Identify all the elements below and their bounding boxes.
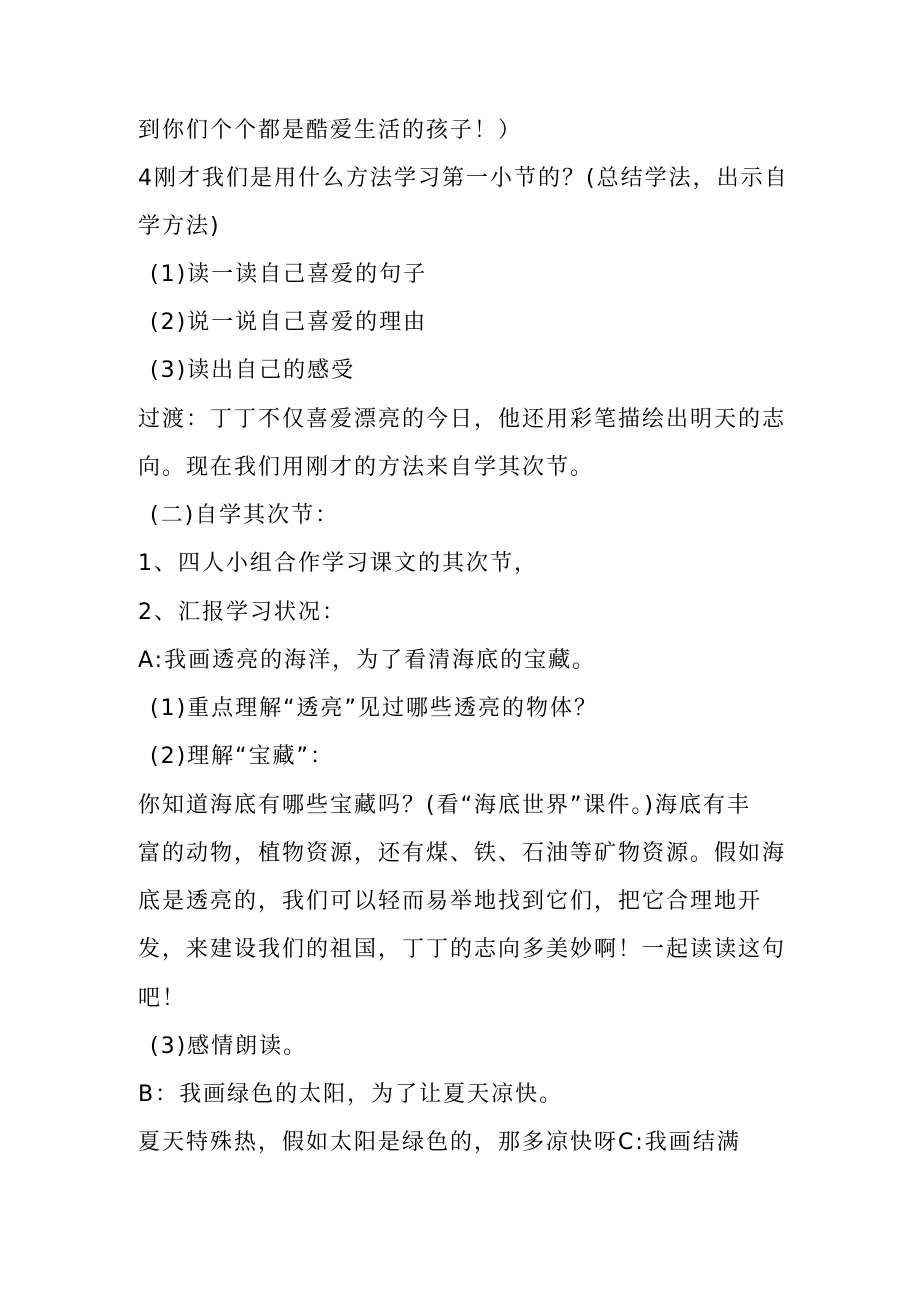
text-line: 夏天特殊热，假如太阳是绿色的，那多凉快呀C:我画结满 xyxy=(138,1130,741,1155)
text-line: 你知道海底有哪些宝藏吗？(看“海底世界”课件。)海底有丰 xyxy=(138,793,751,818)
text-line: 底是透亮的，我们可以轻而易举地找到它们，把它合理地开 xyxy=(138,889,763,914)
text-line: (1)读一读自己喜爱的句子 xyxy=(150,262,428,287)
text-line: (3)读出自己的感受 xyxy=(150,358,356,383)
text-line: (2)说一说自己喜爱的理由 xyxy=(150,310,428,335)
text-line: 吧！ xyxy=(138,986,187,1011)
text-line: 发，来建设我们的祖国，丁丁的志向多美妙啊！一起读读这句 xyxy=(138,937,787,962)
text-line: B：我画绿色的太阳，为了让夏天凉快。 xyxy=(138,1082,564,1107)
text-line: 向。现在我们用刚才的方法来自学其次节。 xyxy=(138,455,595,480)
section-heading: (二)自学其次节： xyxy=(150,503,340,528)
text-line: 1、四人小组合作学习课文的其次节， xyxy=(138,551,538,576)
text-line: 过渡：丁丁不仅喜爱漂亮的今日，他还用彩笔描绘出明天的志 xyxy=(138,407,787,432)
text-line: 富的动物，植物资源，还有煤、铁、石油等矿物资源。假如海 xyxy=(138,841,787,866)
text-line: (3)感情朗读。 xyxy=(150,1034,308,1059)
text-line: 学方法) xyxy=(138,214,221,239)
text-line: A:我画透亮的海洋，为了看清海底的宝藏。 xyxy=(138,648,597,673)
text-line: (1)重点理解“透亮”见过哪些透亮的物体？ xyxy=(150,696,598,721)
text-line: 2、汇报学习状况： xyxy=(138,600,346,625)
text-line: (2)理解“宝藏”： xyxy=(150,744,334,769)
text-line: 4刚才我们是用什么方法学习第一小节的？(总结学法，出示自 xyxy=(138,166,789,191)
text-line: 到你们个个都是酷爱生活的孩子！） xyxy=(138,118,523,143)
